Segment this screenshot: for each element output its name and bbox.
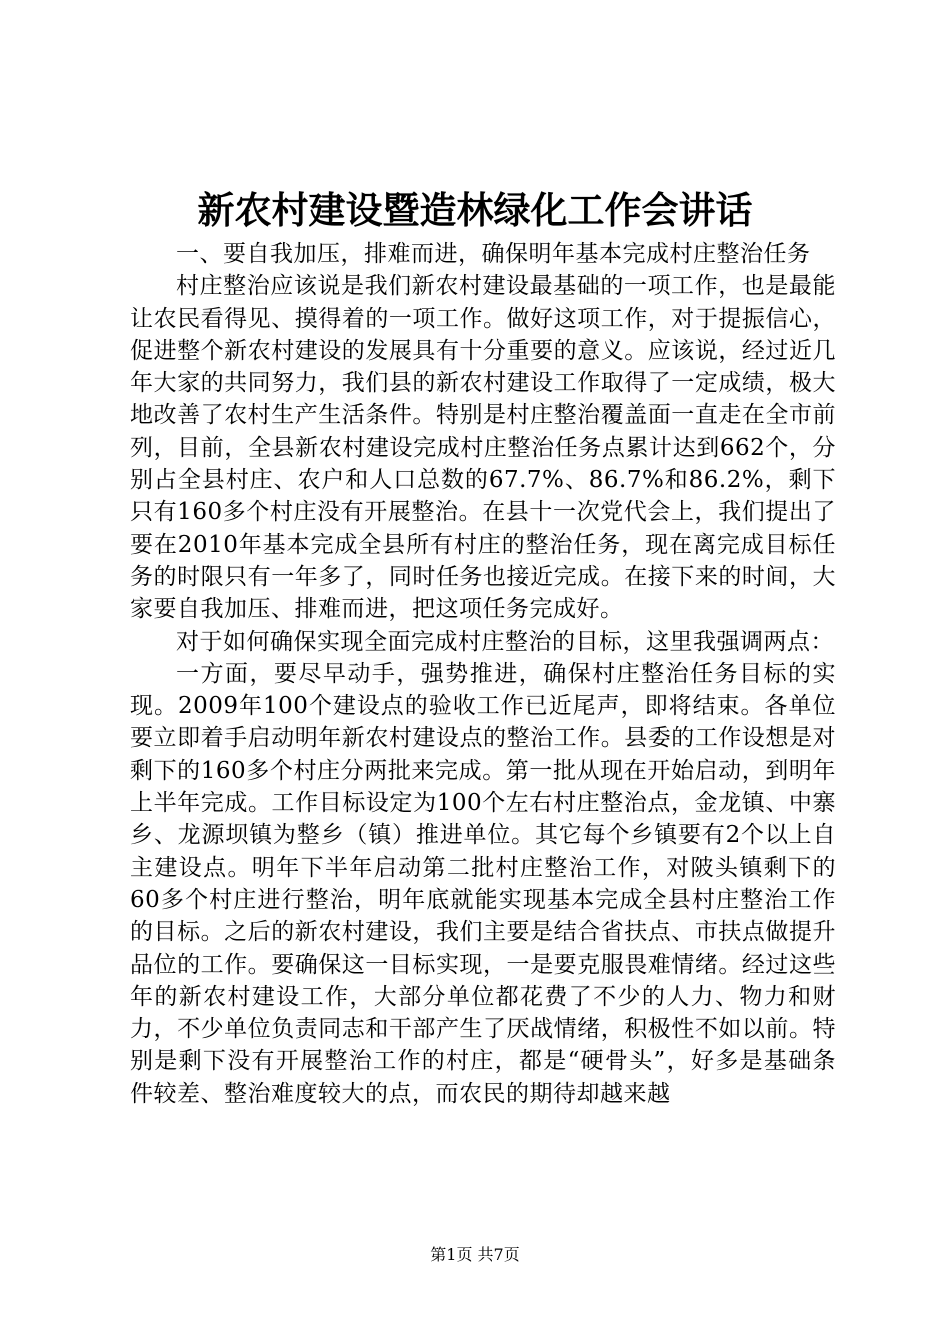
body-paragraph: 对于如何确保实现全面完成村庄整治的目标，这里我强调两点： [176,628,834,655]
section-heading: 一、要自我加压，排难而进，确保明年基本完成村庄整治任务 [176,241,811,267]
body-paragraph: 村庄整治应该说是我们新农村建设最基础的一项工作，也是最能让农民看得见、摸得着的一项工作。做好这项工作，对于提振信心，促进整个新农村建设的发展具有十分重要的意义。应该说，经过近几年大家的共同努力，我们县的新农村建设工作取得了一定成绩，极大地改善了农村生产生活条件。特别是村庄整治覆盖面一直走在全市前列，目前，全县新农村建设完成村庄整治任务点累计达到662个，分别占全县村庄、农户和人口总数的67.7%、86.7%和86.2%，剩下只有160多个村庄没有开展整治。在县十一次党代会上，我们提出了要在2010年基本完成全县所有村庄的整治任务，现在离完成目标任务的时限只有一年多了，同时任务也接近完成。在接下来的时间，大家要自我加压、排难而进，把这项任务完成好。 [130,273,836,623]
document-body [130,238,836,1110]
document-title: 新农村建设暨造林绿化工作会讲话 [197,188,753,232]
body-paragraph: 一方面，要尽早动手，强势推进，确保村庄整治任务目标的实现。2009年100个建设点的验收工作已近尾声，即将结束。各单位要立即着手启动明年新农村建设点的整治工作。县委的工作设想是对剩下的160多个村庄分两批来完成。第一批从现在开始启动，到明年上半年完成。工作目标设定为100个左右村庄整治点，金龙镇、中寨乡、龙源坝镇为整乡（镇）推进单位。其它每个乡镇要有2个以上自主建设点。明年下半年启动第二批村庄整治工作，对陂头镇剩下的60多个村庄进行整治，明年底就能实现基本完成全县村庄整治工作的目标。之后的新农村建设，我们主要是结合省扶点、市扶点做提升品位的工作。要确保这一目标实现，一是要克服畏难情绪。经过这些年的新农村建设工作，大部分单位都花费了不少的人力、物力和财力，不少单位负责同志和干部产生了厌战情绪，积极性不如以前。特别是剩下没有开展整治工作的村庄，都是“硬骨头”，好多是基础条件较差、整治难度较大的点，而农民的期待却越来越 [130,660,836,1107]
page-number-footer: 第1页 共7页 [430,1245,520,1264]
